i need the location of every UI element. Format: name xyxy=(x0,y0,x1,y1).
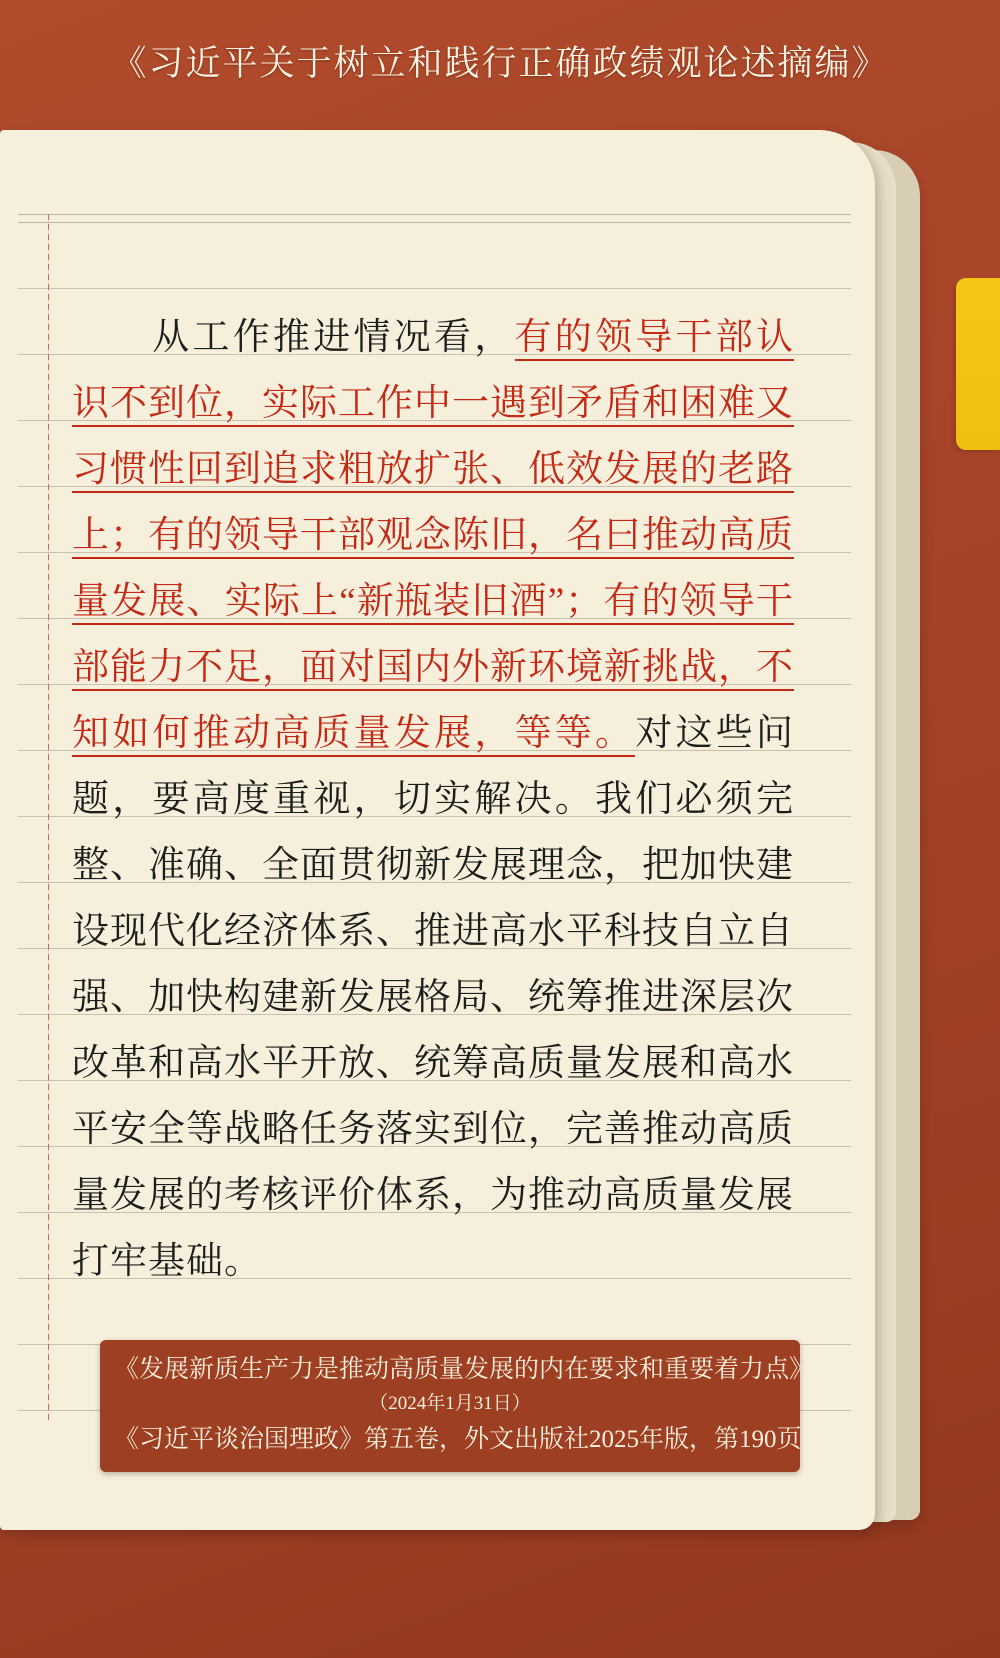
notebook-page xyxy=(0,130,875,1530)
margin-line xyxy=(48,214,49,1420)
quote-highlighted-text: 有的领导干部认识不到位，实际工作中一遇到矛盾和困难又习惯性回到追求粗放扩张、低效发展的老路上；有的领导干部观念陈旧，名曰推动高质量发展、实际上“新瓶装旧酒”；有的领导干部能力不足，面对国内外新环境新挑战，不知如何推动高质量发展，等等。 xyxy=(72,317,794,757)
page-title: 《习近平关于树立和践行正确政绩观论述摘编》 xyxy=(111,44,889,83)
citation-source: 《习近平谈治国理政》第五卷，外文出版社2025年版，第190页 xyxy=(114,1425,802,1453)
header xyxy=(0,0,1000,122)
quote-lead-text: 从工作推进情况看， xyxy=(150,317,515,358)
quote-paragraph xyxy=(72,305,794,1295)
quote-rest-text: 对这些问题，要高度重视，切实解决。我们必须完整、准确、全面贯彻新发展理念，把加快建设现代化经济体系、推进高水平科技自立自强、加快构建新发展格局、统筹推进深层次改革和高水平开放、统筹高质量发展和高水平安全等战略任务落实到位，完善推动高质量发展的考核评价体系，为推动高质量发展打牢基础。 xyxy=(72,713,795,1282)
citation-title: 《发展新质生产力是推动高质量发展的内在要求和重要着力点》 xyxy=(114,1356,815,1383)
bookmark-tab[interactable] xyxy=(956,278,1000,450)
citation-date: （2024年1月31日） xyxy=(369,1393,531,1415)
citation-box xyxy=(100,1340,815,1472)
